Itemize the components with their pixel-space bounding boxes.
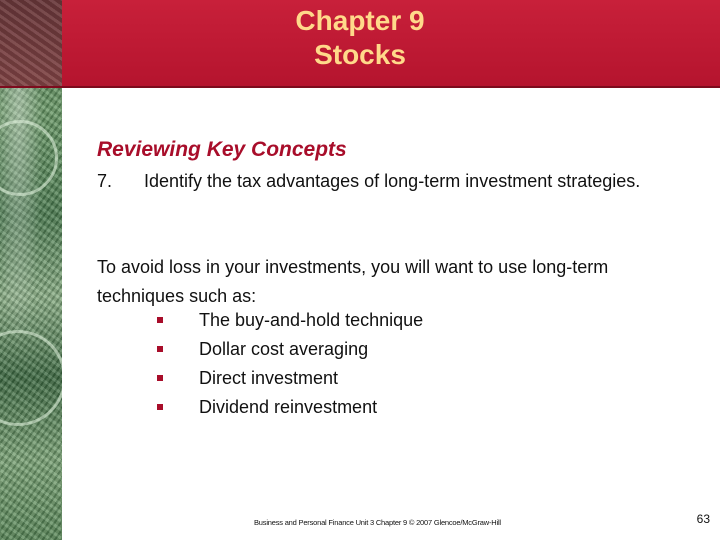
square-bullet-icon — [157, 375, 163, 381]
list-item-text: Dividend reinvestment — [199, 397, 378, 417]
money-seal-decoration — [0, 330, 62, 426]
title-line-chapter: Chapter 9 — [295, 5, 425, 36]
list-item — [155, 306, 423, 335]
review-question — [97, 170, 657, 193]
technique-list — [155, 306, 423, 422]
list-item — [155, 393, 423, 422]
list-item — [155, 364, 423, 393]
square-bullet-icon — [157, 317, 163, 323]
list-item-text: The buy-and-hold technique — [199, 310, 424, 330]
slide-title — [0, 4, 720, 72]
square-bullet-icon — [157, 404, 163, 410]
section-heading: Reviewing Key Concepts — [97, 138, 347, 161]
page-number: 63 — [696, 512, 710, 526]
money-seal-decoration — [0, 120, 58, 196]
slide-header — [0, 0, 720, 88]
list-item-text: Dollar cost averaging — [199, 339, 369, 359]
list-item — [155, 335, 423, 364]
question-text: Identify the tax advantages of long-term investment strategies. — [144, 171, 641, 191]
title-line-topic: Stocks — [314, 39, 406, 70]
intro-paragraph: To avoid loss in your investments, you will want to use long-term techniques such as: — [97, 257, 609, 306]
slide-footer: Business and Personal Finance Unit 3 Chapter 9 © 2007 Glencoe/McGraw-Hill — [254, 518, 501, 527]
list-item-text: Direct investment — [199, 368, 339, 388]
square-bullet-icon — [157, 346, 163, 352]
question-number: 7. — [97, 171, 113, 191]
